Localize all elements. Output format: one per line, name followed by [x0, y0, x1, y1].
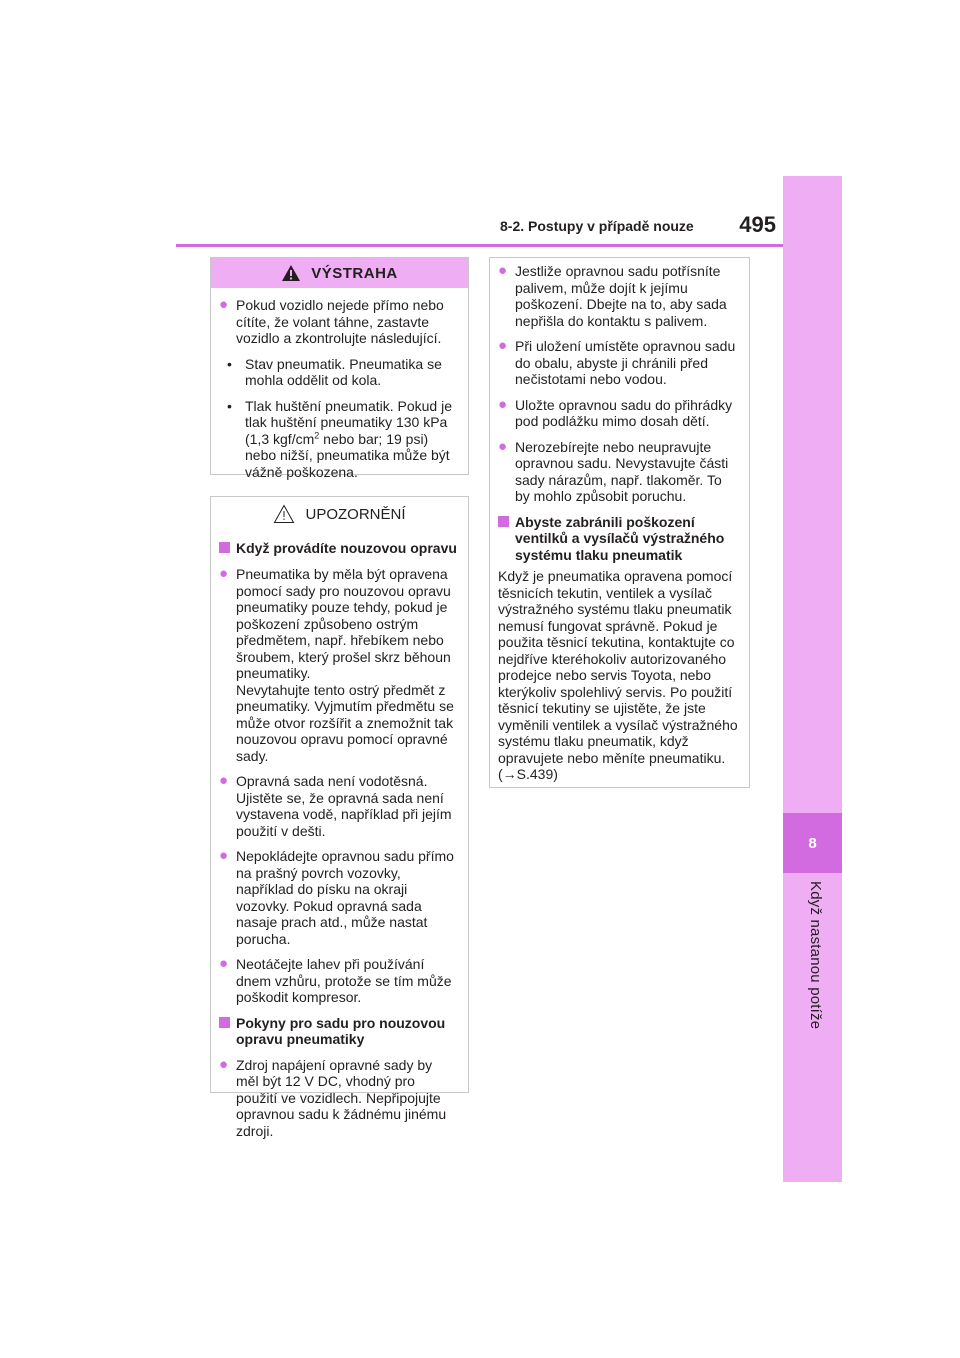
- list-item: [219, 848, 458, 947]
- bullet-dot-icon: ●: [498, 337, 508, 354]
- list-item: [219, 297, 458, 347]
- square-bullet-icon: [498, 514, 515, 564]
- bullet-dot-icon: ●: [498, 437, 508, 455]
- page-number: 495: [739, 212, 776, 237]
- item-text: Stav pneumatik. Pneumatika se mohla oddělit od kola.: [245, 355, 442, 388]
- item-text: Nepokládejte opravnou sadu přímo na prašný povrch vozovky, například do písku na okraji vozovky. Pokud opravná sada nasaje prach atd., může nastat porucha.: [236, 848, 454, 947]
- bullet-dot-icon: ●: [219, 1055, 229, 1073]
- item-heading: Když provádíte nouzovou opravu: [236, 540, 457, 556]
- superscript: 2: [314, 429, 320, 440]
- warning-title: VÝSTRAHA: [311, 264, 398, 282]
- warning-header: [211, 258, 468, 288]
- bullet-dot-icon: ●: [219, 296, 229, 313]
- item-heading: Pokyny pro sadu pro nouzovou opravu pneumatiky: [236, 1014, 446, 1047]
- list-item: [219, 956, 458, 1006]
- notice-box-continued: [489, 257, 750, 788]
- item-text: Při uložení umístěte opravnou sadu do obalu, abyste ji chránili před nečistotami nebo vodou.: [515, 338, 736, 387]
- item-text: Zdroj napájení opravné sady by měl být 12 V DC, vhodný pro použití ve vozidlech. Nepřipojujte opravnou sadu k žádnému jinému zdroji.: [236, 1056, 447, 1139]
- list-item: [498, 338, 739, 388]
- list-item: [219, 1015, 458, 1048]
- item-text-part: Pneumatika by měla být opravena pomocí sady pro nouzovou opravu pneumatiky pouze tehdy, pokud je poškození způsobeno ostrým předmětem, např. hřebíkem nebo šroubem, který prošel skrz běhoun pneumatiky.: [236, 566, 451, 681]
- item-text: Opravná sada není vodotěsná. Ujistěte se, že opravná sada není vystavena vodě, například při jejím použití v dešti.: [236, 773, 452, 839]
- notice-box: [210, 496, 469, 1139]
- notice-header: [211, 497, 468, 531]
- section-title: 8-2. Postupy v případě nouze: [500, 218, 694, 234]
- list-item: [219, 398, 458, 481]
- bullet-dot-icon: ●: [219, 847, 229, 864]
- warning-box: [210, 257, 469, 480]
- chapter-number: 8: [783, 813, 842, 873]
- list-item: [498, 514, 739, 564]
- square-bullet-icon: [219, 540, 236, 557]
- list-item: [219, 773, 458, 839]
- notice-title: UPOZORNĚNÍ: [305, 505, 406, 523]
- caution-triangle-icon: [273, 504, 295, 524]
- list-item: [219, 356, 458, 389]
- bullet-icon: •: [227, 397, 232, 414]
- header-rule: [176, 244, 784, 247]
- list-item: [219, 540, 458, 557]
- list-item: [498, 397, 739, 430]
- paragraph: Když je pneumatika opravena pomocí těsnicích tekutin, ventilek a vysílač výstražného systému tlaku pneumatik nemusí fungovat správně. Pokud je použita těsnicí tekutina, kontaktujte co nejdříve kteréhokoliv autorizovaného prodejce nebo servis Toyota, nebo kterýkoliv spolehlivý servis. Po použití těsnicí tekutiny se ujistěte, že jste vyměnili ventilek a vysílač výstražného systému tlaku pneumatik, když opravujete nebo měníte pneumatiku. (→S.439): [498, 568, 738, 782]
- item-heading: Abyste zabránili poškození ventilků a vysílačů výstražného systému tlaku pneumatik: [515, 513, 725, 563]
- item-text-part: Tlak huštění pneumatik. Pokud je tlak huštění pneumatiky 130 kPa (1,3 kgf/cm: [245, 397, 453, 447]
- item-text: Pokud vozidlo nejede přímo nebo cítíte, že volant táhne, zastavte vozidlo a zkontrolujte následující.: [236, 297, 444, 346]
- item-text: [245, 398, 458, 481]
- item-text-part: nebo bar; 19 psi) nebo nižší, pneumatika může být vážně poškozena.: [245, 430, 450, 480]
- bullet-dot-icon: ●: [219, 955, 229, 972]
- bullet-dot-icon: ●: [498, 395, 508, 413]
- item-text: Uložte opravnou sadu do přihrádky pod podlážku mimo dosah dětí.: [515, 396, 733, 429]
- bullet-icon: •: [227, 355, 232, 372]
- list-item: [498, 439, 739, 505]
- bullet-dot-icon: ●: [219, 565, 229, 582]
- item-text: Nerozebírejte nebo neupravujte opravnou sadu. Nevystavujte části sady nárazům, např. tlakoměr. To by mohlo způsobit poruchu.: [515, 438, 729, 504]
- square-bullet-icon: [219, 1015, 236, 1048]
- bullet-dot-icon: ●: [219, 772, 229, 789]
- list-item: [498, 263, 739, 329]
- item-text: Neotáčejte lahev při používání dnem vzhůru, protože se tím může poškodit kompresor.: [236, 956, 452, 1005]
- item-text: Jestliže opravnou sadu potřísníte palivem, může dojít k jejímu poškození. Dbejte na to, aby sada nepřišla do kontaktu s palivem.: [515, 263, 727, 329]
- chapter-side-tab[interactable]: [783, 176, 842, 1182]
- item-text: [236, 566, 458, 764]
- item-text-part: Nevytahujte tento ostrý předmět z pneumatiky. Vyjmutím předmětu se může otvor rozšířit a znemožnit tak nouzovou opravu pomocí opravné sady.: [236, 681, 454, 764]
- list-item: [219, 566, 458, 764]
- list-item: [219, 1057, 458, 1140]
- chapter-title: Když nastanou potíže: [807, 881, 824, 1030]
- bullet-dot-icon: ●: [498, 262, 508, 279]
- warning-triangle-icon: [281, 264, 301, 282]
